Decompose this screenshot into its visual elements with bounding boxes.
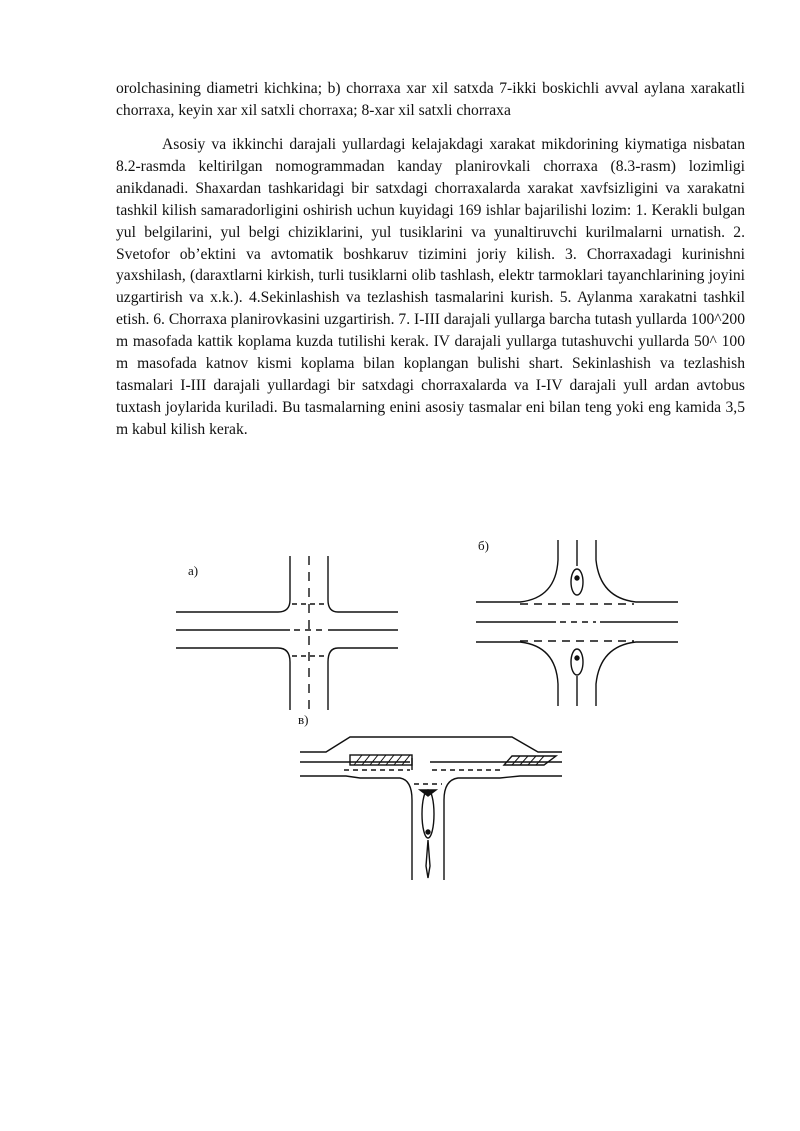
- intersection-v: [298, 712, 562, 880]
- hatched-lane-right: [504, 756, 556, 765]
- traffic-island-top: [571, 569, 583, 595]
- arrow-marker: [420, 790, 436, 796]
- paragraph-continuation: orolchasining diametri kichkina; b) chorraxa xar xil satxda 7-ikki boskichli avval aylana xarakatli chorraxa, keyin xar xil satxli chorraxa; 8-xar xil satxli chorraxa: [116, 80, 745, 119]
- island-marker-top: [575, 576, 579, 580]
- curb-bottom-right: [328, 648, 398, 710]
- label-a: a): [188, 563, 199, 578]
- curb-top-right: [596, 540, 678, 602]
- curb-bottom-left: [176, 648, 290, 710]
- curb-bottom-left: [476, 642, 558, 706]
- intersection-b: [476, 538, 678, 706]
- hatch-left: [354, 755, 410, 765]
- curb-top-right: [328, 556, 398, 612]
- curb-bottom-right: [596, 642, 678, 706]
- traffic-island-bottom: [571, 649, 583, 675]
- road-bottom-left: [300, 776, 412, 880]
- island-marker-minor: [426, 830, 430, 834]
- paragraph-main: Asosiy va ikkinchi darajali yullardagi kelajakdagi xarakat mikdorining kiymatiga nisbatan 8.2-rasmda keltirilgan nomogrammadan kanday planirovkali chorraxa (8.3-rasm) lozimligi anikdanadi. Shaxardan tashkaridagi bir satxdagi chorraxalarda xarakat xavfsizligini va xarakatni tashkil kilish samaradorligini oshirish uchun kuyidagi 169 ishlar bajarilishi lozim: 1. Kerakli bulgan yul belgilarini, yul belgi chiziklarini, yul tusiklarini va yunaltiruvchi kurilmalarni urnatish. 2. Svetofor ob’ektini va avtomatik boshkaruv tizimini joriy kilish. 3. Chorraxadagi kurinishni yaxshilash, (daraxtlarni kirkish, turli tusiklarni olib tashlash, elektr tarmoklari tayanchlarining joyini uzgartirish va x.k.). 4.Sekinlashish va tezlashish tasmalarini kurish. 5. Aylanma xarakatni tashkil etish. 6. Chorraxa planirovkasini uzgartirish. 7. I-III darajali yullarga barcha tutash yullarda 100^200 m masofada kattik koplama kuzda tutilishi kerak. IV darajali yullarga tutashuvchi yullarda 50^ 100 m masofada katnov kismi koplama bilan koplangan bulishi shart. Sekinlashish va tezlashish tasmalari I-III darajali yullardagi bir satxdagi chorraxalarda va I-IV darajali yull ardan avtobus tuxtash joylarida kuriladi. Bu tasmalarning enini asosiy tasmalar eni bilan teng yoki eng kamida 3,5 m kabul kilish kerak.: [116, 136, 745, 438]
- road-top-edge: [300, 737, 562, 752]
- label-v: в): [298, 712, 309, 727]
- center-taper-minor: [426, 840, 430, 878]
- label-b: б): [478, 538, 489, 553]
- island-marker-bottom: [575, 656, 579, 660]
- road-bottom-right: [444, 776, 562, 880]
- intersection-a: [176, 556, 398, 710]
- hatch-right: [512, 756, 544, 765]
